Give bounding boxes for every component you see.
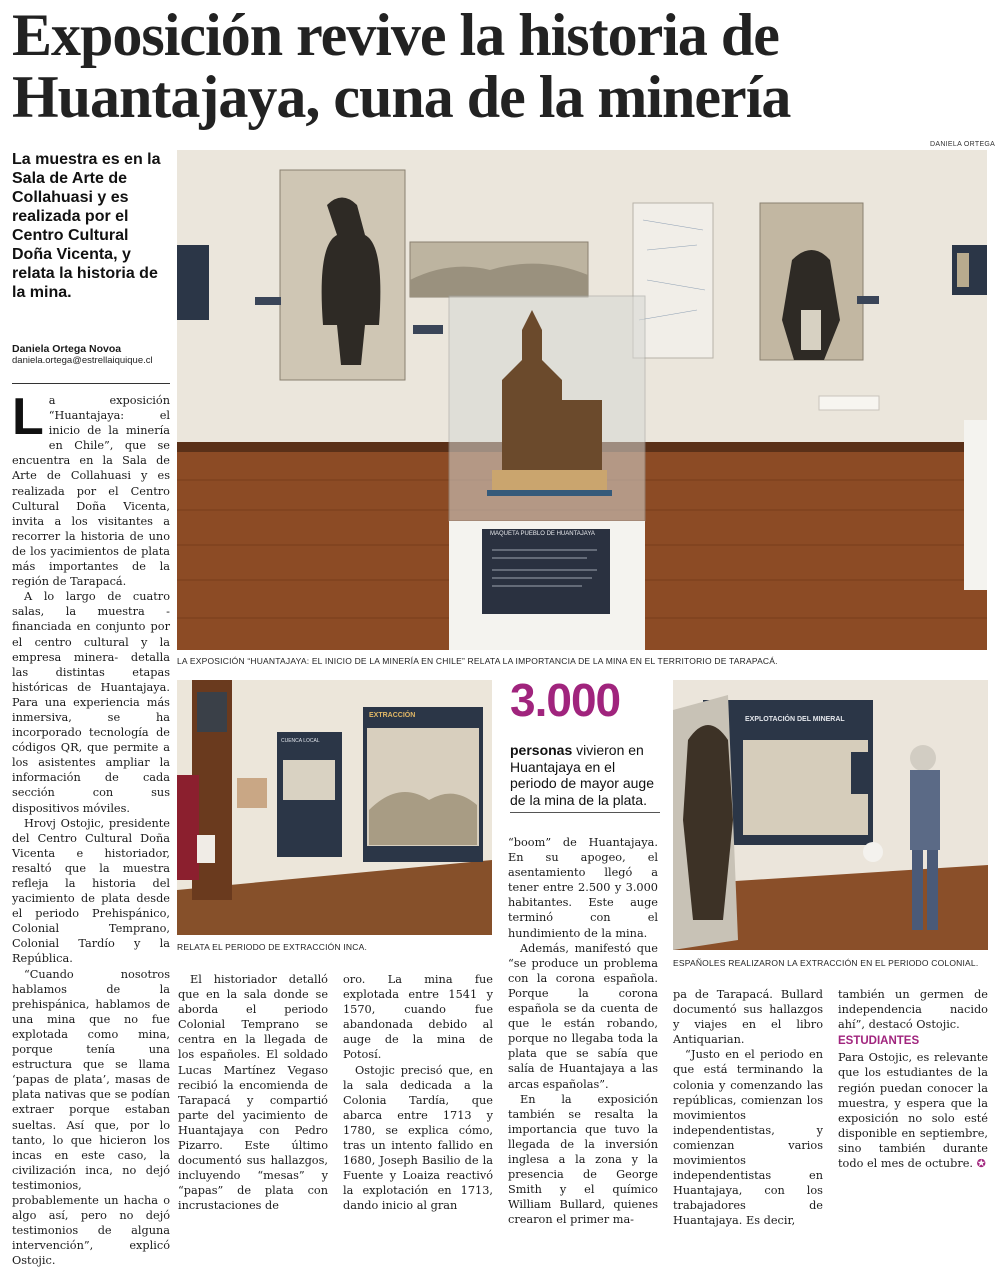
main-photo-caption: LA EXPOSICIÓN “HUANTAJAYA: EL INICIO DE LA MINERÍA EN CHILE” RELATA LA IMPORTANCIA DE LA MINA EN EL TERRITORIO DE TARAPACÁ. [177, 656, 778, 666]
col4-p1: “boom” de Huantajaya. En su apogeo, el asentamiento llegó a tener entre 2.500 y 3.000 habitantes. Este auge terminó con el hundimiento de la mina. [508, 836, 658, 940]
body-column-2 [178, 972, 328, 1214]
body-column-3 [343, 972, 493, 1214]
col4-p2: Además, manifestó que “se produce un problema con la corona española. Porque la corona española se da cuenta de que le están robando, porque no llegaba toda la plata que se sabía que salía de Huantajaya a las arcas españolas”. [508, 941, 658, 1091]
col3-p1: oro. La mina fue explotada entre 1541 y 1570, cuando fue abandonada debido al auge de la mina de Potosí. [343, 973, 493, 1062]
end-mark-icon: ✪ [976, 1157, 986, 1171]
col1-p1: a exposición “Huantajaya: el inicio de la minería en Chile”, que se encuentra en la Sala de Arte de Collahuasi y es realizada por el Centro Cultural Doña Vicenta, invita a los visitantes a recorrer la historia de uno de los yacimientos de plata más importantes de la región de Tarapacá. [12, 394, 170, 589]
col5-p1: pa de Tarapacá. Bullard documentó sus hallazgos y viajes en el libro Antiquarian. [673, 988, 823, 1047]
stat-bold: personas [510, 742, 573, 758]
left-photo-caption: RELATA EL PERIODO DE EXTRACCIÓN INCA. [177, 942, 368, 952]
left-panel-label: CUENCA LOCAL [281, 738, 320, 744]
col3-p2: Ostojic precisó que, en la sala dedicada a la Colonia Tardía, que abarca entre 1713 y 1780, se explica cómo, tras un intento fallido en 1680, Joseph Basilio de la Fuente y Loaiza reactivó la explotación en 1713, dando inicio al gran [343, 1063, 493, 1213]
right-panel-label: EXPLOTACIÓN DEL MINERAL [745, 716, 845, 723]
left-photo [177, 680, 492, 935]
stat-number: 3.000 [510, 674, 621, 726]
author-name: Daniela Ortega Novoa [12, 343, 122, 355]
body-column-1 [12, 388, 170, 1268]
lead-paragraph: La muestra es en la Sala de Arte de Collahuasi y es realizada por el Centro Cultural Doña Vicenta, y relata la historia de la mina. [12, 151, 161, 301]
subhead-estudiantes: ESTUDIANTES [838, 1035, 920, 1048]
right-photo [673, 680, 988, 950]
right-photo-caption: ESPAÑOLES REALIZARON LA EXTRACCIÓN EN EL PERIODO COLONIAL. [673, 958, 979, 968]
col1-p4: “Cuando nosotros hablamos de la prehispánica, hablamos de una mina que no fue explotada como mina, porque tenía una estructura que se llama ‘papas de plata’, masas de plata nativas que se podían extraer porque estaban sueltas. Así que, por lo tanto, lo que hicieron los incas en este caso, la civilización inca, no dejó testimonios, probablemente un hacha o algo así, pero no dejó testimonios de alguna intervención”, explicó Ostojic. [12, 967, 170, 1268]
col6-p2: Para Ostojic, es relevante que los estudiantes de la región puedan conocer la muestra, y espera que la exposición no solo esté disponible en septiembre, sino también durante todo el mes de octubre. [838, 1051, 988, 1171]
col4-p3: En la exposición también se resalta la importancia que tuvo la llegada de la inversión inglesa a la zona y la presencia de George Smith y el químico William Bullard, quienes crearon el primer ma- [508, 1092, 658, 1227]
stat-divider [510, 812, 660, 813]
mid-panel-label: EXTRACCIÓN [369, 712, 416, 719]
dropcap: L [12, 388, 44, 446]
col5-p2: “Justo en el periodo en que está terminando la colonia y comenzando las repúblicas, comienzan los movimientos independentistas, y comienzan varios movimientos independentistas en Huantajaya, con los trabajadores de Huantajaya. Es decir, [673, 1048, 823, 1228]
stat-description [510, 742, 660, 808]
body-column-6 [838, 987, 988, 1171]
author-email[interactable]: daniela.ortega@estrellaiquique.cl [12, 355, 153, 366]
stat-text: vivieron en Huantajaya en el periodo de mayor auge de la mina de la plata. [510, 742, 654, 808]
body-column-5 [673, 987, 823, 1229]
col1-p3: Hrovj Ostojic, presidente del Centro Cultural Doña Vicenta e historiador, resaltó que la muestra refleja la historia del yacimiento de plata desde el periodo Prehispánico, Colonial Temprano, Colonial Tardío y la República. [12, 816, 170, 966]
col6-p1: también un germen de independencia nacido ahí”, destacó Ostojic. [838, 988, 988, 1032]
col2-p1: El historiador detalló que en la sala donde se aborda el periodo Colonial Temprano se centra en la llegada de los españoles. El soldado Lucas Martínez Vegaso recibió la encomienda de Tarapacá y compartió parte del yacimiento de Huantajaya con Pedro Pizarro. Este último documentó sus hallazgos, incluyendo “mesas” y “papas” de plata con incrustaciones de [178, 973, 328, 1213]
col1-p2: A lo largo de cuatro salas, la muestra - financiada en conjunto por el centro cultural y la empresa minera- detalla las distintas etapas históricas de Huantajaya. Para una experiencia más inmersiva, se ha incorporado tecnología de códigos QR, que permite a los asistentes ampliar la información de cada sección con sus dispositivos móviles. [12, 590, 170, 815]
plaque-title: MAQUETA PUEBLO DE HUANTAJAYA [490, 531, 595, 537]
photo-credit: DANIELA ORTEGA [930, 141, 996, 148]
byline-divider [12, 383, 170, 384]
byline [12, 343, 172, 366]
main-photo [177, 150, 987, 650]
body-column-4 [508, 835, 658, 1227]
headline: Exposición revive la historia de Huantajaya, cuna de la minería [12, 2, 791, 130]
